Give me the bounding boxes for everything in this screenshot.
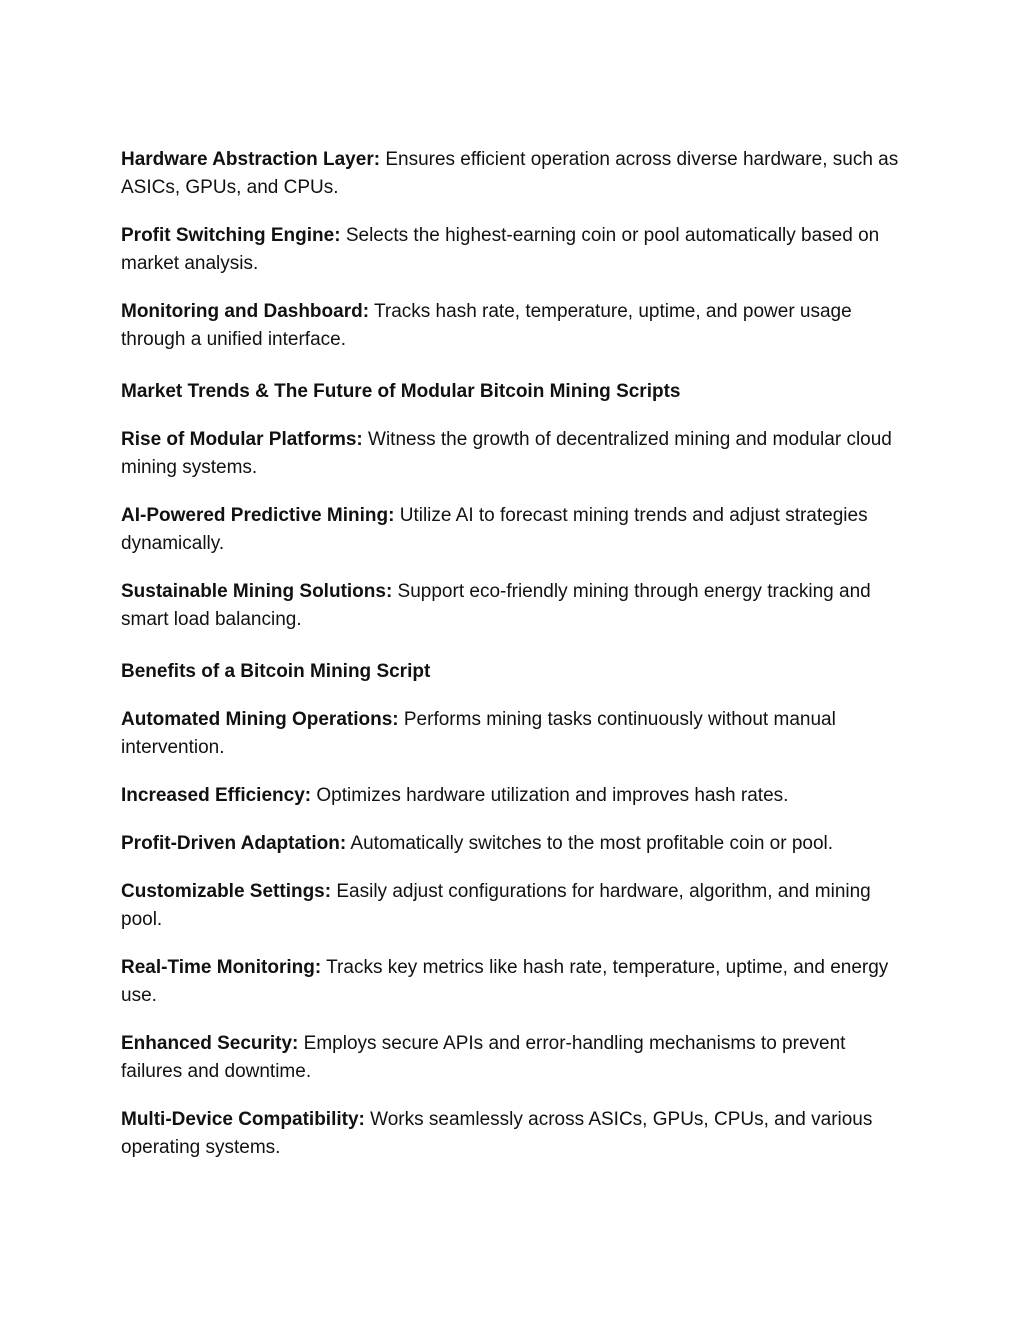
item-term: Customizable Settings: [121,881,332,902]
item-text: Optimizes hardware utilization and improves hash rates. [311,785,789,806]
list-item [121,146,911,202]
item-term: Profit-Driven Adaptation: [121,833,347,854]
list-item [121,782,911,810]
item-term: Real-Time Monitoring: [121,957,322,978]
item-text: Support eco-friendly mining through energy tracking and smart load balancing. [121,581,871,630]
item-term: Sustainable Mining Solutions: [121,581,393,602]
item-text: Tracks hash rate, temperature, uptime, and power usage through a unified interface. [121,301,852,350]
list-item [121,298,911,354]
item-text: Tracks key metrics like hash rate, temperature, uptime, and energy use. [121,957,889,1006]
item-text: Selects the highest-earning coin or pool automatically based on market analysis. [121,225,880,274]
item-text: Automatically switches to the most profitable coin or pool. [346,833,834,854]
list-item [121,954,911,1010]
item-term: Hardware Abstraction Layer: [121,149,381,170]
item-text: Easily adjust configurations for hardware, algorithm, and mining pool. [121,881,871,930]
list-item [121,878,911,934]
item-term: Increased Efficiency: [121,785,312,806]
item-term: Monitoring and Dashboard: [121,301,370,322]
list-item [121,706,911,762]
list-item [121,578,911,634]
list-item [121,222,911,278]
item-text: Witness the growth of decentralized mining and modular cloud mining systems. [121,429,892,478]
item-text: Performs mining tasks continuously without manual intervention. [121,709,836,758]
document-page [121,146,911,1182]
list-item [121,830,911,858]
item-term: Automated Mining Operations: [121,709,399,730]
list-item [121,1106,911,1162]
item-term: AI-Powered Predictive Mining: [121,505,395,526]
item-text: Employs secure APIs and error-handling mechanisms to prevent failures and downtime. [121,1033,846,1082]
item-term: Profit Switching Engine: [121,225,341,246]
list-item [121,502,911,558]
section-heading-market-trends: Market Trends & The Future of Modular Bitcoin Mining Scripts [121,381,681,402]
item-term: Enhanced Security: [121,1033,299,1054]
item-text: Works seamlessly across ASICs, GPUs, CPUs, and various operating systems. [121,1109,873,1158]
item-term: Multi-Device Compatibility: [121,1109,365,1130]
item-text: Utilize AI to forecast mining trends and adjust strategies dynamically. [121,505,868,554]
list-item [121,426,911,482]
item-term: Rise of Modular Platforms: [121,429,363,450]
section-heading-benefits: Benefits of a Bitcoin Mining Script [121,661,431,682]
item-text: Ensures efficient operation across diverse hardware, such as ASICs, GPUs, and CPUs. [121,149,899,198]
list-item [121,1030,911,1086]
